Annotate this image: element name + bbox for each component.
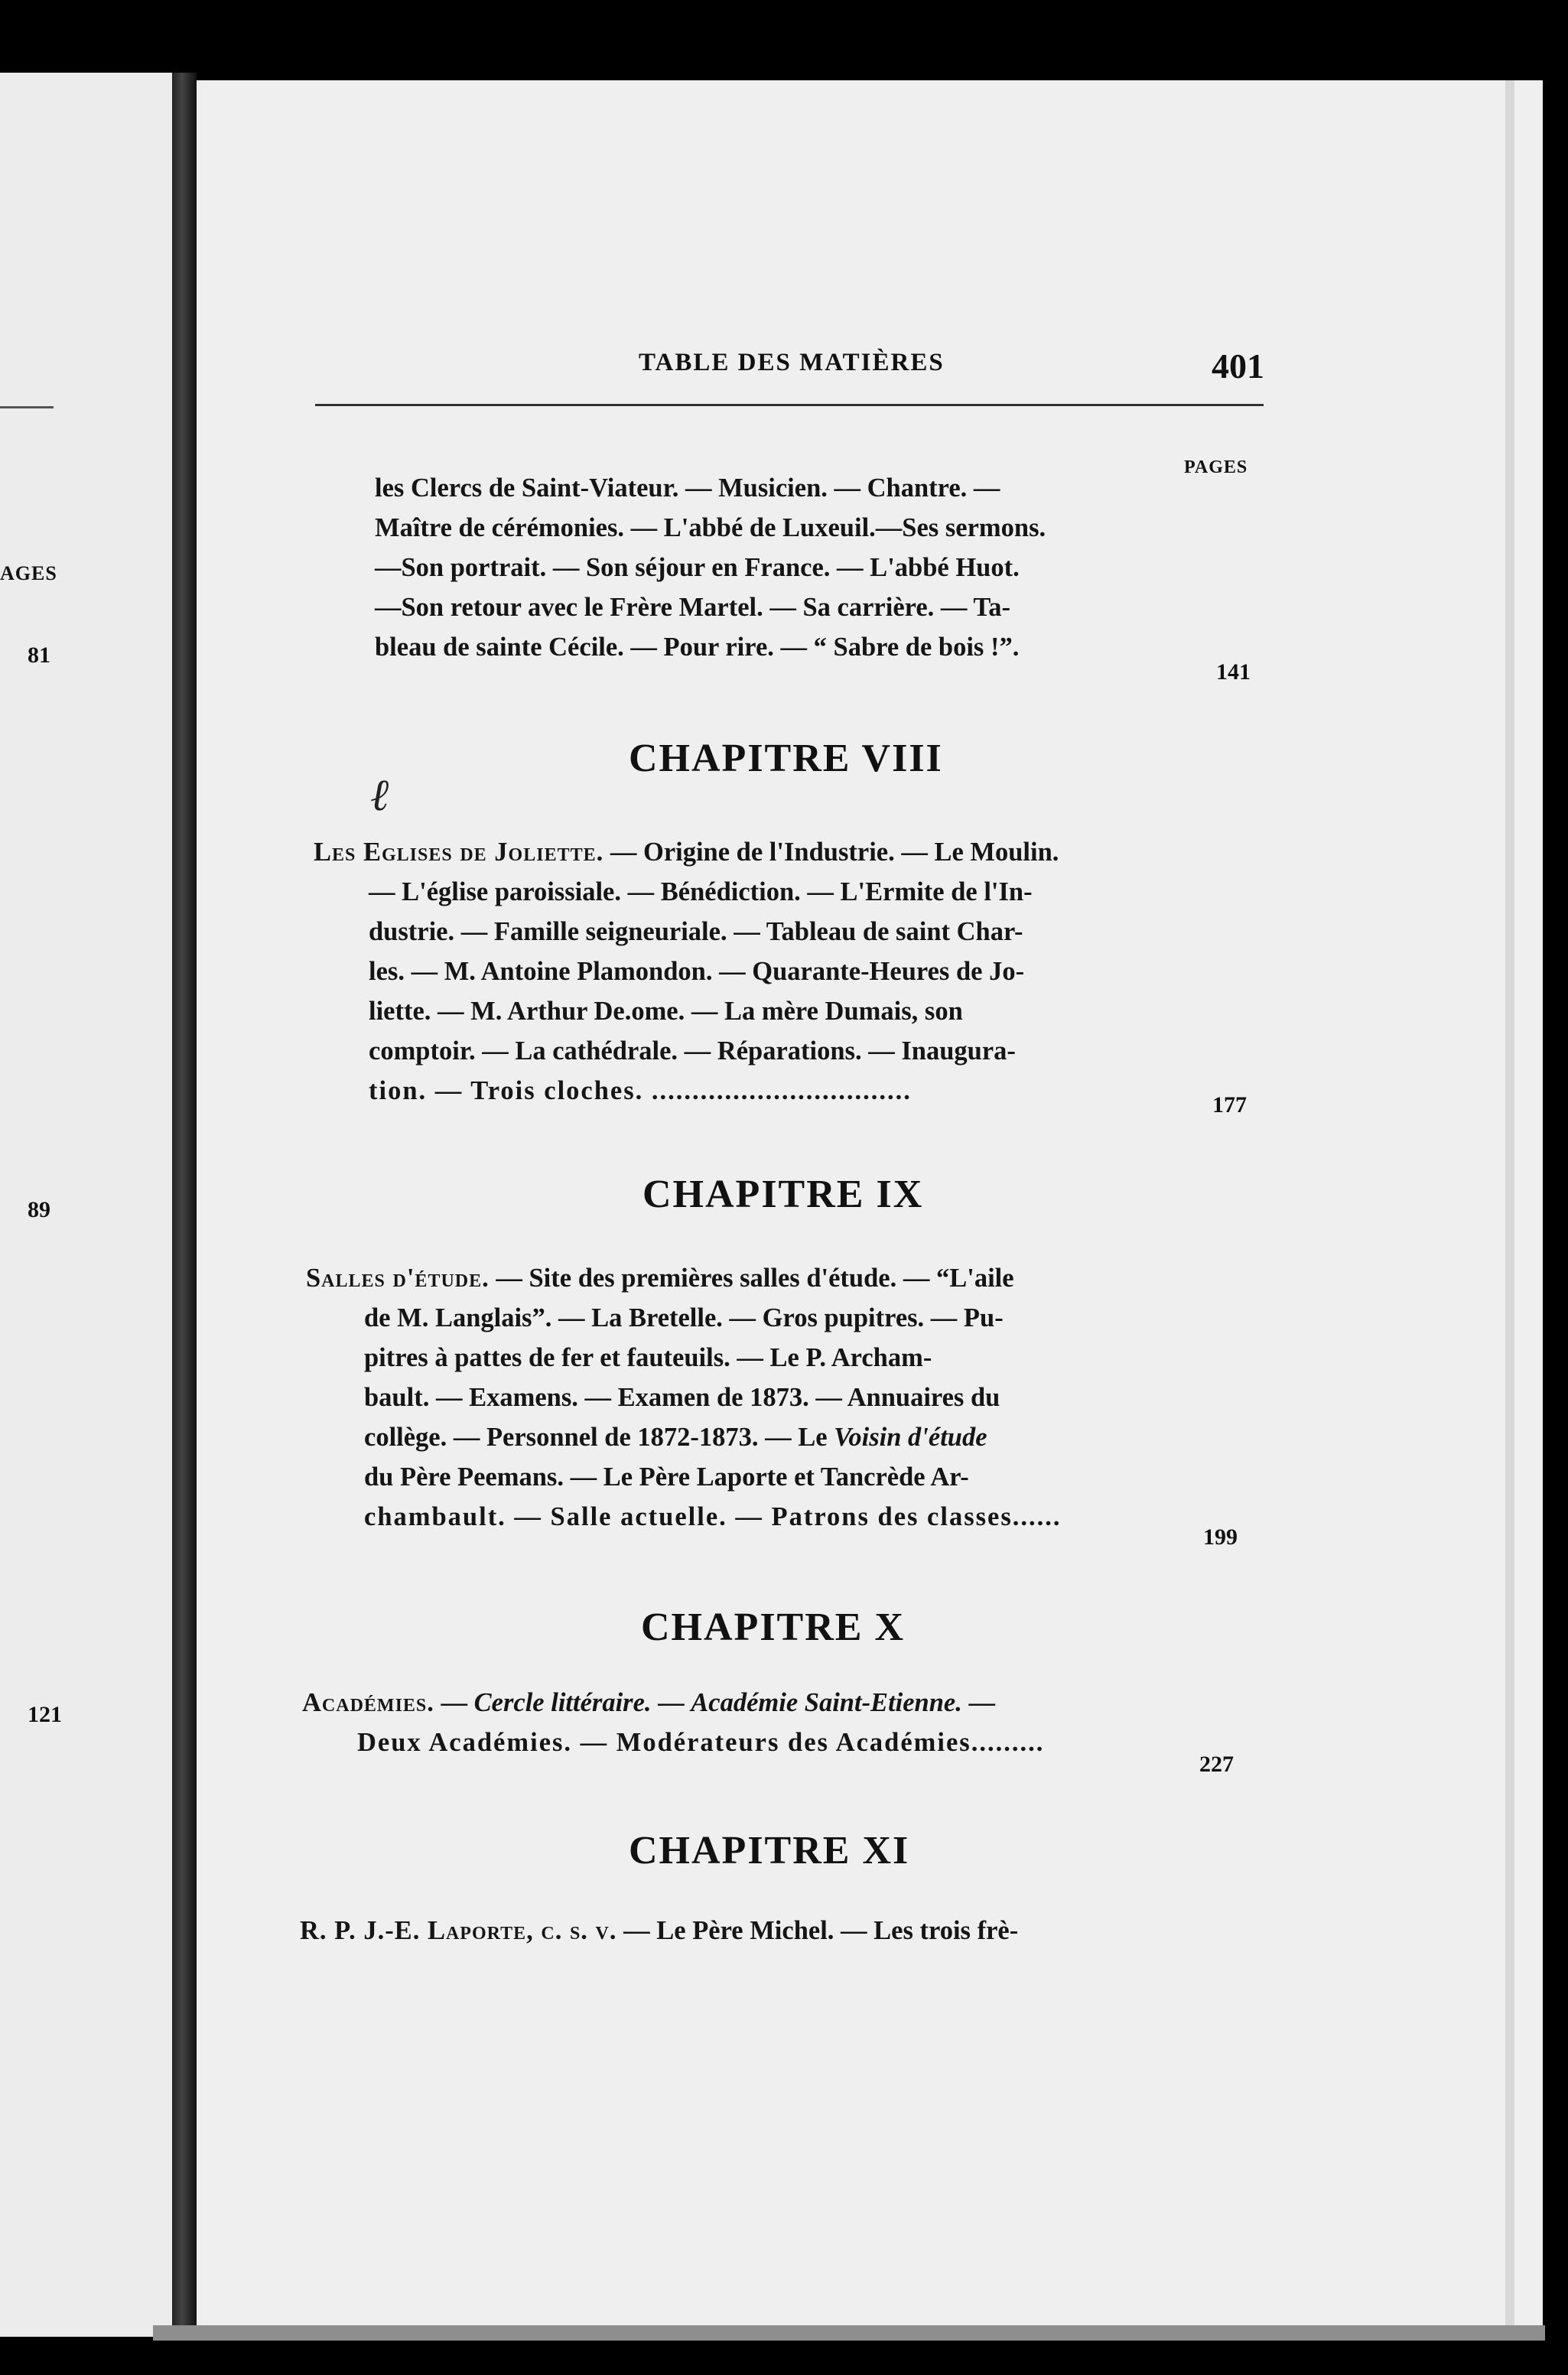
toc-entry-title: R. P. J.-E. Laporte, c. s. v. [300,1916,617,1945]
pages-column-label: PAGES [1184,457,1248,477]
toc-line: — [434,1688,474,1717]
toc-line: tion. — Trois cloches. ................................ [369,1076,912,1105]
toc-page-ref: 199 [1203,1524,1238,1550]
toc-entry-title: Les Eglises de Joliette. [314,838,604,867]
toc-line: les Clercs de Saint-Viateur. — Musicien. — Chantre. — [375,473,1000,503]
toc-line: — [651,1688,691,1717]
toc-page-ref: 227 [1199,1752,1234,1777]
toc-entry-text [375,468,1186,667]
toc-page-ref: 141 [1216,659,1251,685]
chapter-heading: CHAPITRE VIII [629,737,943,780]
toc-entry-text [300,1911,1187,1950]
toc-line: du Père Peemans. — Le Père Laporte et Tancrède Ar- [364,1462,969,1492]
toc-line: les. — M. Antoine Plamondon. — Quarante-Heures de Jo- [369,957,1025,986]
toc-line: Maître de cérémonies. — L'abbé de Luxeuil.—Ses sermons. [375,513,1046,542]
toc-line: — L'église paroissiale. — Bénédiction. — L'Ermite de l'In- [369,877,1033,906]
toc-entry-text [302,1683,1182,1762]
toc-line: Deux Académies. — Modérateurs des Académies......... [357,1728,1045,1757]
toc-line: — Origine de l'Industrie. — Le Moulin. [603,838,1059,867]
previous-page-number: 89 [28,1197,50,1222]
header-rule [315,404,1264,406]
toc-italic-phrase: Voisin d'étude [834,1423,987,1452]
toc-line: dustrie. — Famille seigneuriale. — Tableau de saint Char- [369,917,1023,946]
toc-entry-text [306,1258,1178,1537]
toc-line: — [961,1688,995,1717]
previous-page-rule [0,406,54,408]
toc-entry-title: Salles d'étude. [306,1264,490,1293]
toc-line: —Son portrait. — Son séjour en France. — L'abbé Huot. [375,553,1020,582]
page-number: 401 [1212,346,1264,386]
previous-page-fragment [0,73,172,2337]
chapter-heading: CHAPITRE XI [629,1829,910,1872]
toc-line: comptoir. — La cathédrale. — Réparations. — Inaugura- [369,1036,1016,1065]
toc-line: de M. Langlais”. — La Bretelle. — Gros pupitres. — Pu- [364,1303,1004,1332]
toc-line: pitres à pattes de fer et fauteuils. — Le P. Archam- [364,1343,932,1372]
running-title: TABLE DES MATIÈRES [639,349,945,376]
toc-line: liette. — M. Arthur De.ome. — La mère Dumais, son [369,997,963,1026]
chapter-heading: CHAPITRE IX [642,1173,924,1216]
toc-line: chambault. — Salle actuelle. — Patrons des classes...... [364,1502,1062,1531]
toc-page-ref: 177 [1212,1092,1247,1118]
toc-entry-title: Académies. [302,1688,434,1717]
page-bottom-edge [153,2325,1545,2341]
page-edge [1505,80,1514,2337]
toc-line: bleau de sainte Cécile. — Pour rire. — “ Sabre de bois !”. [375,633,1020,662]
toc-line: — Le Père Michel. — Les trois frè- [616,1916,1019,1945]
previous-page-number: 121 [28,1702,62,1727]
toc-line: —Son retour avec le Frère Martel. — Sa carrière. — Ta- [375,593,1010,622]
previous-page-pages-label: AGES [0,562,57,584]
toc-line: bault. — Examens. — Examen de 1873. — Annuaires du [364,1383,1000,1412]
toc-line: collège. — Personnel de 1872-1873. — Le [364,1423,834,1452]
toc-italic-phrase: Académie Saint-Etienne. [691,1688,962,1717]
handwritten-mark: ℓ [370,769,389,821]
previous-page-number: 81 [28,643,50,668]
chapter-heading: CHAPITRE X [641,1606,906,1649]
toc-line: — Site des premières salles d'étude. — “L'aile [489,1264,1014,1293]
book-binding [172,73,197,2337]
toc-italic-phrase: Cercle littéraire. [473,1688,652,1717]
toc-entry-text [314,832,1186,1111]
